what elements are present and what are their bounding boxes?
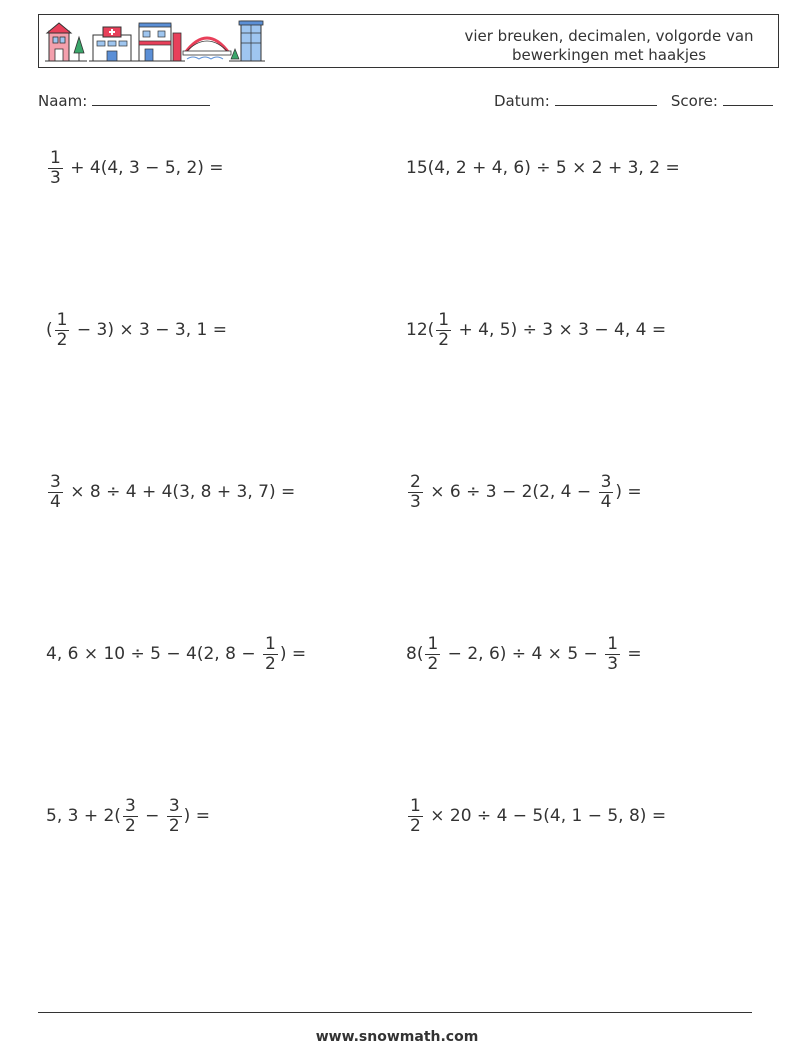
title-line-1: vier breuken, decimalen, volgorde van <box>464 27 754 45</box>
fraction <box>425 635 440 674</box>
numerator: 1 <box>50 147 61 168</box>
fraction <box>167 797 182 836</box>
title-line-2: bewerkingen met haakjes <box>511 46 707 64</box>
office-tower-icon <box>229 21 265 61</box>
problem-8 <box>406 632 642 676</box>
numerator: 3 <box>124 795 136 816</box>
numerator: 1 <box>427 633 439 654</box>
expression-text: × 20 ÷ 4 − 5(4, 1 − 5, 8) = <box>424 806 667 826</box>
bridge-icon <box>183 38 231 59</box>
worksheet-title <box>459 27 759 65</box>
denominator: 2 <box>264 653 276 674</box>
numerator: 1 <box>607 633 619 654</box>
denominator: 4 <box>600 491 612 512</box>
denominator: 2 <box>168 815 180 836</box>
expression-text: ( <box>46 320 53 340</box>
expression-text: 4, 6 × 10 ÷ 5 − 4(2, 8 − <box>46 644 261 664</box>
worksheet-header <box>38 14 779 68</box>
fraction <box>263 635 278 674</box>
problem-6 <box>406 470 642 514</box>
expression-text: 12( <box>406 320 435 340</box>
name-blank[interactable] <box>92 92 210 106</box>
denominator: 3 <box>50 167 61 188</box>
expression-text: 5, 3 + 2( <box>46 806 121 826</box>
numerator: 1 <box>410 795 421 816</box>
denominator: 2 <box>427 653 439 674</box>
expression-text: − 3) × 3 − 3, 1 = <box>71 320 227 340</box>
numerator: 3 <box>50 471 61 492</box>
expression-text: ) = <box>615 482 642 502</box>
denominator: 2 <box>438 329 450 350</box>
problem-1 <box>46 146 224 190</box>
fraction <box>408 797 423 836</box>
fraction <box>55 311 70 350</box>
denominator: 2 <box>56 329 68 350</box>
denominator: 2 <box>124 815 136 836</box>
expression-text: ) = <box>183 806 210 826</box>
fraction <box>48 473 63 512</box>
hospital-icon <box>89 27 135 61</box>
fraction <box>605 635 620 674</box>
problem-2 <box>406 146 680 190</box>
fraction <box>436 311 451 350</box>
expression-text: 15(4, 2 + 4, 6) ÷ 5 × 2 + 3, 2 = <box>406 158 680 178</box>
denominator: 2 <box>410 815 421 836</box>
problem-7 <box>46 632 306 676</box>
expression-text: − 2, 6) ÷ 4 × 5 − <box>442 644 604 664</box>
expression-text: ) = <box>279 644 307 664</box>
problem-3 <box>46 308 227 352</box>
footer-url: www.snowmath.com <box>315 1029 479 1045</box>
shop-building-icon <box>135 23 185 61</box>
expression-text: + 4, 5) ÷ 3 × 3 − 4, 4 = <box>453 320 667 340</box>
problem-5 <box>46 470 295 514</box>
problem-4 <box>406 308 666 352</box>
expression-text: + 4(4, 3 − 5, 2) = <box>64 158 224 178</box>
footer-divider <box>38 1012 752 1013</box>
numerator: 1 <box>438 309 450 330</box>
expression-text: = <box>622 644 642 664</box>
denominator: 3 <box>410 491 421 512</box>
numerator: 3 <box>600 471 612 492</box>
problem-10 <box>406 794 666 838</box>
expression-text: × 6 ÷ 3 − 2(2, 4 − <box>424 482 597 502</box>
expression-text: − <box>139 806 165 826</box>
house-tree-icon <box>45 23 87 61</box>
problem-9 <box>46 794 210 838</box>
numerator: 1 <box>56 309 68 330</box>
numerator: 2 <box>410 471 421 492</box>
fraction <box>599 473 614 512</box>
fraction <box>408 473 423 512</box>
score-label: Score: <box>670 92 718 110</box>
numerator: 3 <box>168 795 180 816</box>
fraction <box>48 149 63 188</box>
numerator: 1 <box>264 633 276 654</box>
fraction <box>123 797 138 836</box>
name-label: Naam: <box>38 92 88 110</box>
date-score-fields <box>494 92 773 110</box>
date-blank[interactable] <box>555 92 657 106</box>
expression-text: × 8 ÷ 4 + 4(3, 8 + 3, 7) = <box>64 482 296 502</box>
date-label: Datum: <box>494 92 550 110</box>
score-blank[interactable] <box>723 92 773 106</box>
expression-text: 8( <box>406 644 424 664</box>
name-field <box>38 92 210 110</box>
denominator: 4 <box>50 491 61 512</box>
header-illustration <box>45 19 265 65</box>
denominator: 3 <box>607 653 619 674</box>
